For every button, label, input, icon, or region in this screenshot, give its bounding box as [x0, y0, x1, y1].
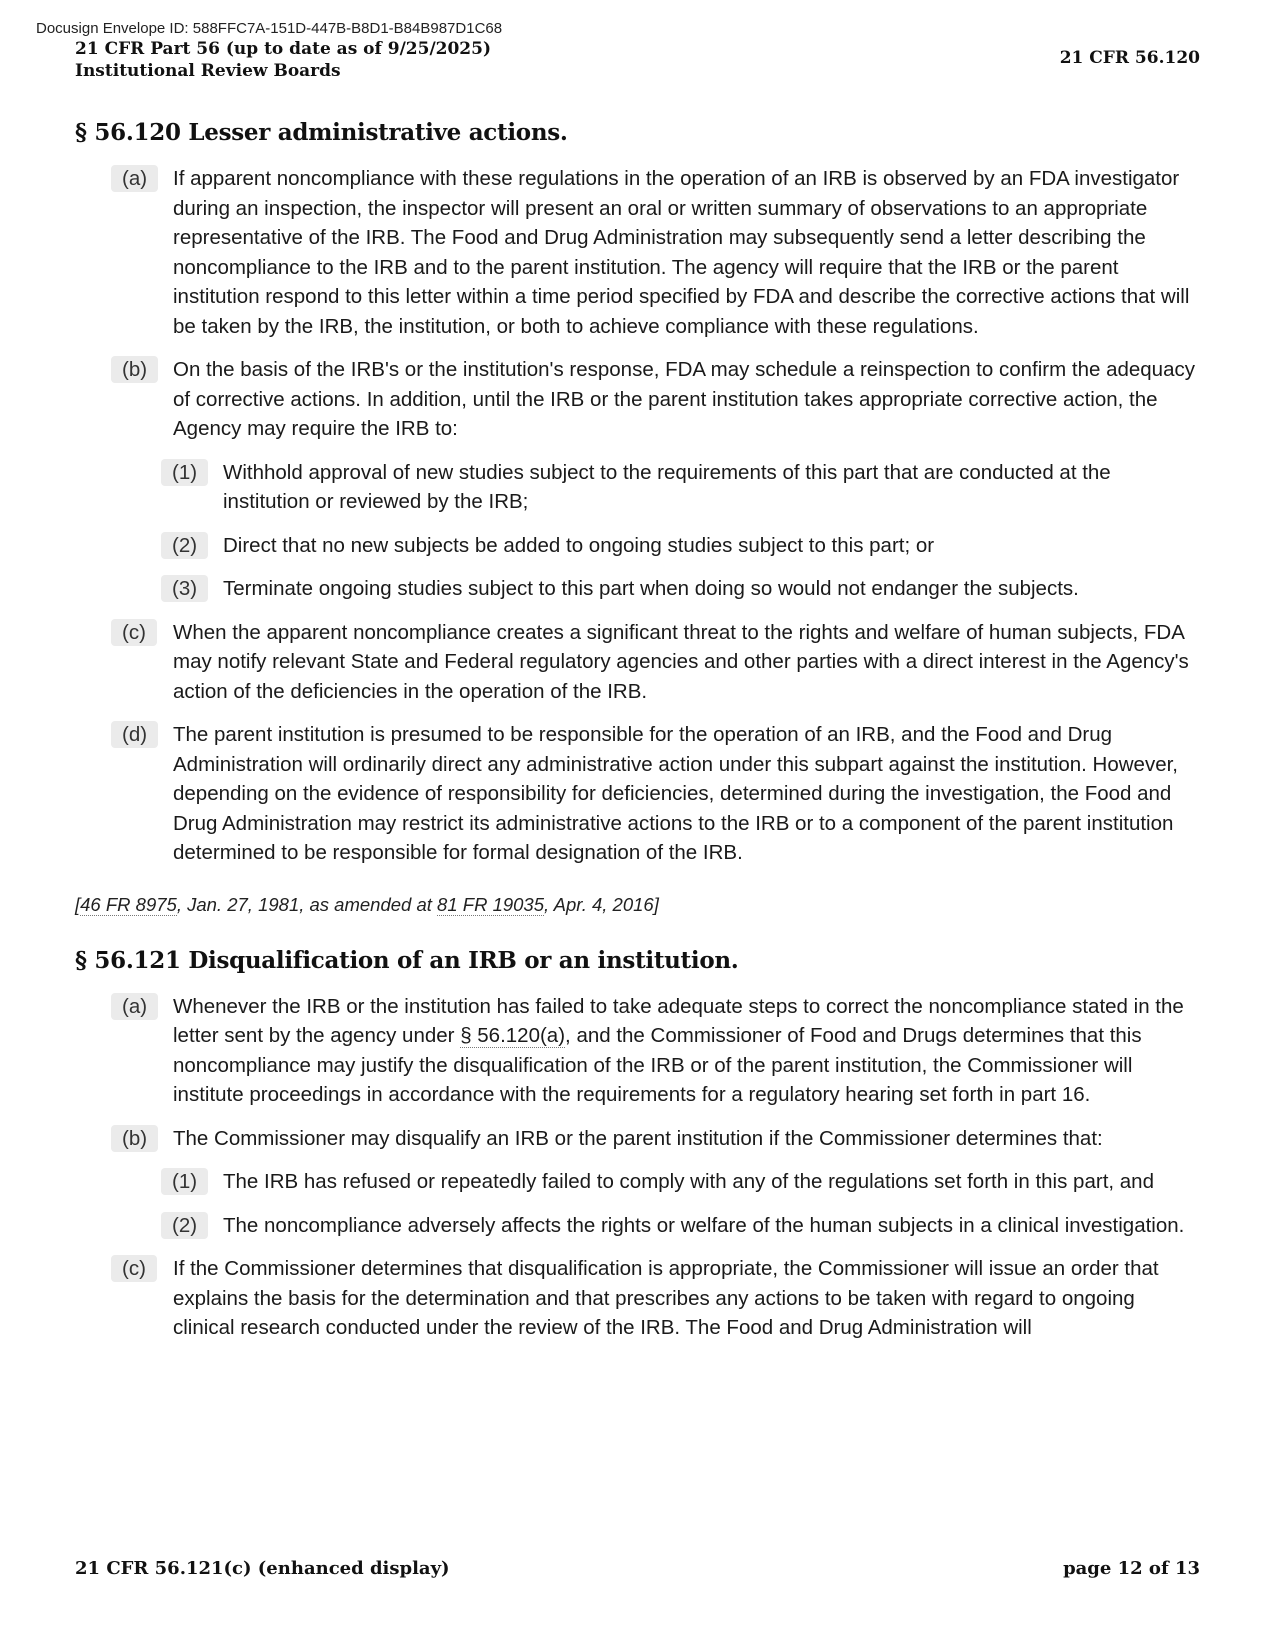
paragraph-label: (b) [111, 356, 158, 383]
citation-link-46-fr-8975[interactable]: 46 FR 8975 [80, 893, 177, 915]
paragraph-text-pre: Whenever the IRB or the institution has failed to take adequate steps to correct the noncompliance stated in the letter sent by the agency under [173, 994, 1184, 1047]
paragraph-label: (a) [111, 165, 158, 192]
paragraph-label: (2) [161, 1212, 208, 1239]
paragraph-b-1 [75, 1167, 1200, 1197]
page-number: page 12 of 13 [1063, 1558, 1200, 1579]
section-heading-56-120: § 56.120 Lesser administrative actions. [75, 119, 568, 146]
paragraph-text [173, 995, 1184, 1107]
paragraph-b [75, 355, 1200, 444]
footer-section-ref: 21 CFR 56.121(c) (enhanced display) [75, 1558, 450, 1579]
citation-open: [ [75, 893, 81, 915]
paragraph-label: (a) [111, 993, 158, 1020]
paragraph-text: If the Commissioner determines that disqualification is appropriate, the Commissioner will issue an order that explains the basis for the determination and that prescribes any actions to be taken with regard to ongoing clinical research conducted under the review of the IRB. The Food and Drug Administration will [173, 1257, 1159, 1339]
paragraph-text: The Commissioner may disqualify an IRB or the parent institution if the Commissioner determines that: [173, 1126, 1103, 1150]
envelope-id: Docusign Envelope ID: 588FFC7A-151D-447B-B8D1-B84B987D1C68 [36, 20, 503, 37]
running-header [75, 38, 491, 82]
paragraph-b-1 [75, 458, 1200, 517]
paragraph-b-2 [75, 531, 1200, 561]
paragraph-label: (3) [161, 575, 208, 602]
paragraph-text: Withhold approval of new studies subject to the requirements of this part that are conducted at the institution or reviewed by the IRB; [223, 460, 1111, 513]
paragraph-b-2 [75, 1211, 1200, 1241]
paragraph-text: The IRB has refused or repeatedly failed to comply with any of the regulations set forth in this part, and [223, 1170, 1154, 1193]
paragraph-label: (2) [161, 532, 208, 559]
paragraph-d [75, 720, 1200, 868]
header-section-ref: 21 CFR 56.120 [1059, 48, 1200, 68]
paragraph-text: Direct that no new subjects be added to ongoing studies subject to this part; or [223, 533, 935, 557]
paragraph-label: (d) [111, 721, 158, 748]
paragraph-label: (b) [111, 1125, 158, 1152]
header-part-title: 21 CFR Part 56 (up to date as of 9/25/2025) [75, 39, 492, 59]
paragraph-b [75, 1124, 1200, 1154]
paragraph-b-3 [75, 574, 1200, 604]
paragraph-c [75, 618, 1200, 707]
header-part-subtitle: Institutional Review Boards [75, 61, 341, 81]
section-heading-56-121: § 56.121 Disqualification of an IRB or an institution. [75, 946, 739, 974]
paragraph-text: When the apparent noncompliance creates a significant threat to the rights and welfare of human subjects, FDA may notify relevant State and Federal regulatory agencies and other parties with a direct interest in the Agency's action of the deficiencies in the operation of the IRB. [173, 620, 1189, 703]
paragraph-text: The noncompliance adversely affects the rights or welfare of the human subjects in a clinical investigation. [223, 1213, 1185, 1237]
cross-reference-link[interactable]: § 56.120(a) [460, 1024, 566, 1047]
paragraph-text: Terminate ongoing studies subject to this part when doing so would not endanger the subjects. [223, 577, 1079, 600]
citation-text: , Jan. 27, 1981, as amended at [176, 893, 438, 915]
paragraph-text: On the basis of the IRB's or the institution's response, FDA may schedule a reinspection to confirm the adequacy of corrective actions. In addition, until the IRB or the parent institution takes appropriate corrective action, the Agency may require the IRB to: [173, 358, 1195, 440]
paragraph-c [75, 1254, 1200, 1343]
paragraph-text: If apparent noncompliance with these regulations in the operation of an IRB is observed by an FDA investigator during an inspection, the inspector will present an oral or written summary of observations to an appropriate representative of the IRB. The Food and Drug Administration may subsequently send a letter describing the noncompliance to the IRB and to the parent institution. The agency will require that the IRB or the parent institution respond to this letter within a time period specified by FDA and describe the corrective actions that will be taken by the IRB, the institution, or both to achieve compliance with these regulations. [173, 167, 1190, 338]
paragraph-text: The parent institution is presumed to be responsible for the operation of an IRB, and the Food and Drug Administration will ordinarily direct any administrative action under this subpart against the institution. However, depending on the evidence of responsibility for deficiencies, determined during the investigation, the Food and Drug Administration may restrict its administrative actions to the IRB or to a component of the parent institution determined to be responsible for formal designation of the IRB. [173, 723, 1178, 864]
paragraph-label: (c) [111, 1255, 157, 1282]
source-citation [75, 894, 1200, 916]
paragraph-a [75, 992, 1200, 1110]
paragraph-text-post: , and the Commissioner of Food and Drugs determines that this noncompliance may justify the disqualification of the IRB or of the parent institution, the Commissioner will institute proceedings in accordance with the requirements for a regulatory hearing set forth in part 16. [173, 1024, 1142, 1106]
citation-close: , Apr. 4, 2016] [544, 893, 659, 915]
paragraph-label: (1) [161, 1168, 208, 1195]
document-body [75, 118, 1200, 1343]
paragraph-a [75, 164, 1200, 341]
paragraph-label: (1) [161, 459, 208, 486]
paragraph-label: (c) [111, 619, 157, 646]
citation-link-81-fr-19035[interactable]: 81 FR 19035 [437, 893, 545, 915]
